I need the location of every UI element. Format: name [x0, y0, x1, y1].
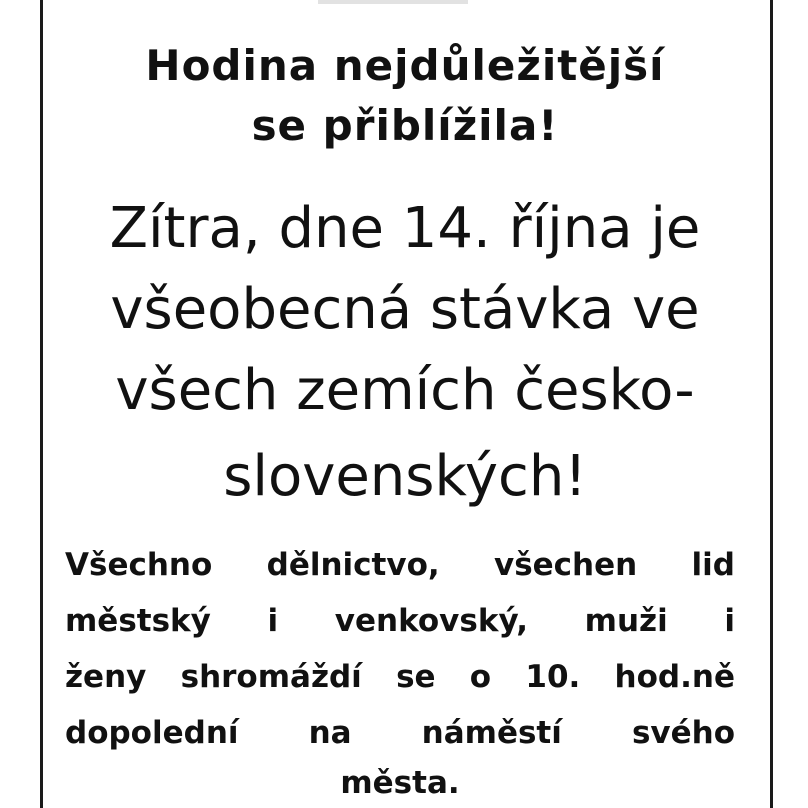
body-line-2: městský i venkovský, muži i	[65, 603, 735, 639]
header-line-1: Hodina nejdůležitější	[145, 41, 665, 90]
body-line-3: ženy shromáždí se o 10. hod.ně	[65, 659, 735, 695]
body-line-4: dopolední na náměstí svého	[65, 715, 735, 751]
headline-line-3: všech zemích česko-	[115, 358, 695, 423]
right-border-rule	[770, 0, 773, 808]
left-border-rule	[40, 0, 43, 808]
headline-line-1: Zítra, dne 14. října je	[109, 196, 701, 261]
cropped-text-fragment	[318, 0, 468, 4]
headline-line-4: slovenských!	[223, 444, 587, 509]
headline-line-2: všeobecná stávka ve	[110, 277, 700, 342]
body-line-1: Všechno dělnictvo, všechen lid	[65, 547, 735, 583]
body-line-5: města.	[340, 765, 460, 801]
header-line-2: se přiblížila!	[251, 101, 559, 150]
